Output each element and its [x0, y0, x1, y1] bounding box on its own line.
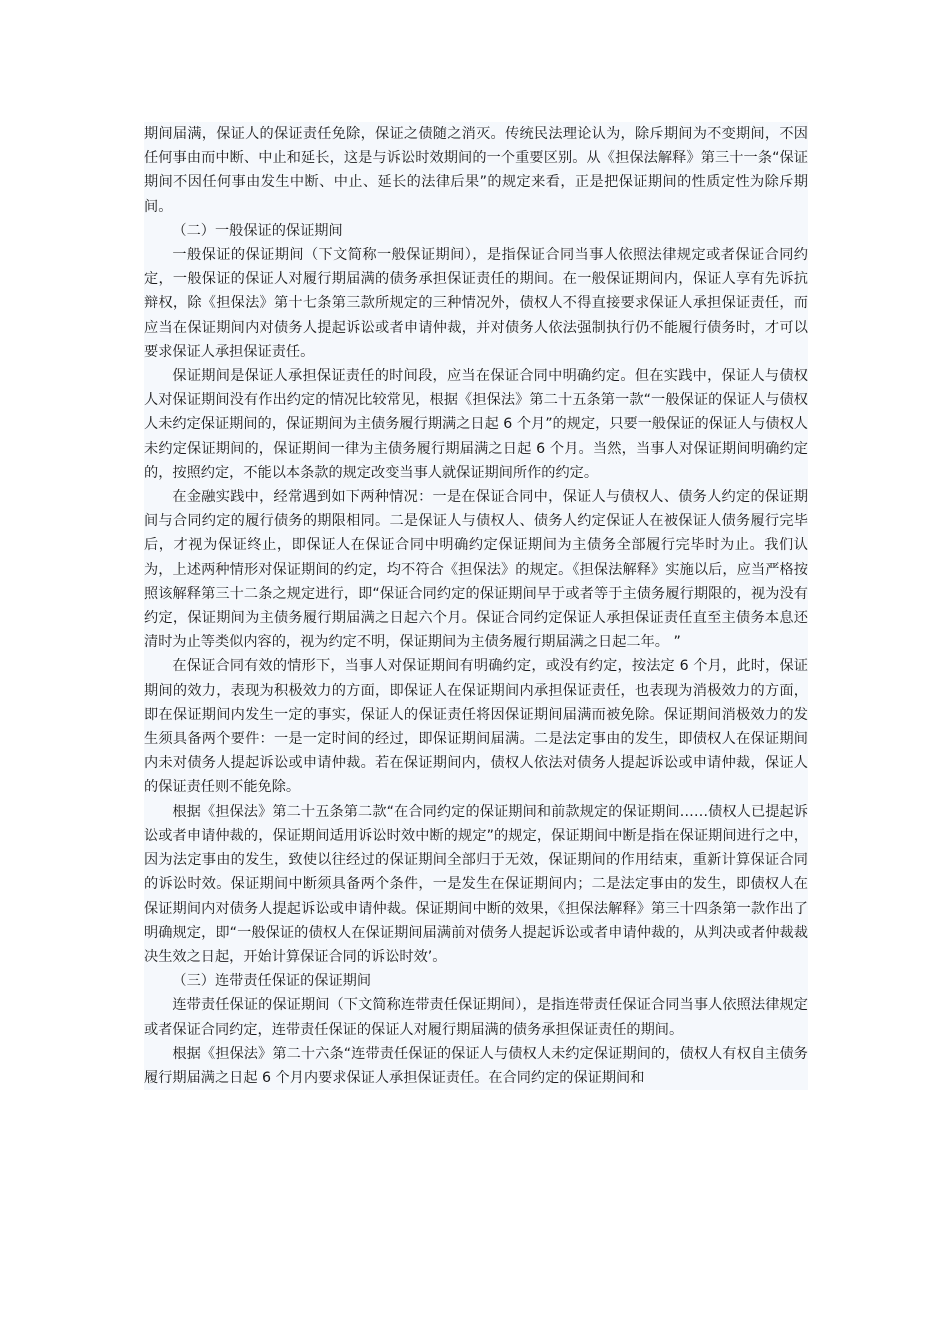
paragraph: 期间届满，保证人的保证责任免除，保证之债随之消灭。传统民法理论认为，除斥期间为不变期间，不因任何事由而中断、中止和延长，这是与诉讼时效期间的一个重要区别。从《担保法解释》第三十一条“保证期间不因任何事由发生中断、中止、延长的法律后果”的规定来看，正是把保证期间的性质定性为除斥期间。	[144, 126, 808, 215]
paragraph: 在金融实践中，经常遇到如下两种情况：一是在保证合同中，保证人与债权人、债务人约定的保证期间与合同约定的履行债务的期限相同。二是保证人与债权人、债务人约定保证人在被保证人债务履行完毕后，才视为保证终止，即保证人在保证合同中明确约定保证期间为主债务全部履行完毕时为止。我们认为，上述两种情形对保证期间的约定，均不符合《担保法》的规定。《担保法解释》实施以后，应当严格按照该解释第三十二条之规定进行，即“保证合同约定的保证期间早于或者等于主债务履行期限的，视为没有约定，保证期间为主债务履行期届满之日起六个月。保证合同约定保证人承担保证责任直至主债务本息还清时为止等类似内容的，视为约定不明，保证期间为主债务履行期届满之日起二年。 ”	[144, 489, 808, 651]
section-heading: （三）连带责任保证的保证期间	[172, 973, 372, 990]
section-heading: （二）一般保证的保证期间	[172, 222, 343, 239]
paragraph: 连带责任保证的保证期间（下文简称连带责任保证期间），是指连带责任保证合同当事人依照法律规定或者保证合同约定，连带责任保证的保证人对履行期届满的债务承担保证责任的期间。	[144, 997, 808, 1038]
paragraph: 在保证合同有效的情形下，当事人对保证期间有明确约定，或没有约定，按法定 6 个月，此时，保证期间的效力，表现为积极效力的方面，即保证人在保证期间内承担保证责任，也表现为消极效力的方面，即在保证期间内发生一定的事实，保证人的保证责任将因保证期间届满而被免除。保证期间消极效力的发生须具备两个要件：一是一定时间的经过，即保证期间届满。二是法定事由的发生，即债权人在保证期间内未对债务人提起诉讼或申请仲裁。若在保证期间内，债权人依法对债务人提起诉讼或申请仲裁，保证人的保证责任则不能免除。	[144, 658, 808, 796]
paragraph: 一般保证的保证期间（下文简称一般保证期间），是指保证合同当事人依照法律规定或者保证合同约定，一般保证的保证人对履行期届满的债务承担保证责任的期间。在一般保证期间内，保证人享有先诉抗辩权，除《担保法》第十七条第三款所规定的三种情况外，债权人不得直接要求保证人承担保证责任，而应当在保证期间内对债务人提起诉讼或者申请仲裁，并对债务人依法强制执行仍不能履行债务时，才可以要求保证人承担保证责任。	[144, 247, 808, 360]
paragraph: 保证期间是保证人承担保证责任的时间段，应当在保证合同中明确约定。但在实践中，保证人与债权人对保证期间没有作出约定的情况比较常见，根据《担保法》第二十五条第一款“一般保证的保证人与债权人未约定保证期间的，保证期间为主债务履行期满之日起 6 个月”的规定，只要一般保证的保证人与债权人未约定保证期间的，保证期间一律为主债务履行期届满之日起 6 个月。当然，当事人对保证期间明确约定的，按照约定，不能以本条款的规定改变当事人就保证期间所作的约定。	[144, 368, 808, 481]
paragraph: 根据《担保法》第二十五条第二款“在合同约定的保证期间和前款规定的保证期间……债权人已提起诉讼或者申请仲裁的，保证期间适用诉讼时效中断的规定”的规定，保证期间中断是指在保证期间进行之中，因为法定事由的发生，致使以往经过的保证期间全部归于无效，保证期间的作用结束，重新计算保证合同的诉讼时效。保证期间中断须具备两个条件，一是发生在保证期间内；二是法定事由的发生，即债权人在保证期间内对债务人提起诉讼或申请仲裁。保证期间中断的效果，《担保法解释》第三十四条第一款作出了明确规定，即“一般保证的债权人在保证期间届满前对债务人提起诉讼或者申请仲裁的，从判决或者仲裁裁决生效之日起，开始计算保证合同的诉讼时效’。	[144, 803, 808, 965]
document-body	[144, 122, 808, 1090]
paragraph: 根据《担保法》第二十六条“连带责任保证的保证人与债权人未约定保证期间的，债权人有权自主债务履行期届满之日起 6 个月内要求保证人承担保证责任。在合同约定的保证期间和	[144, 1045, 808, 1086]
